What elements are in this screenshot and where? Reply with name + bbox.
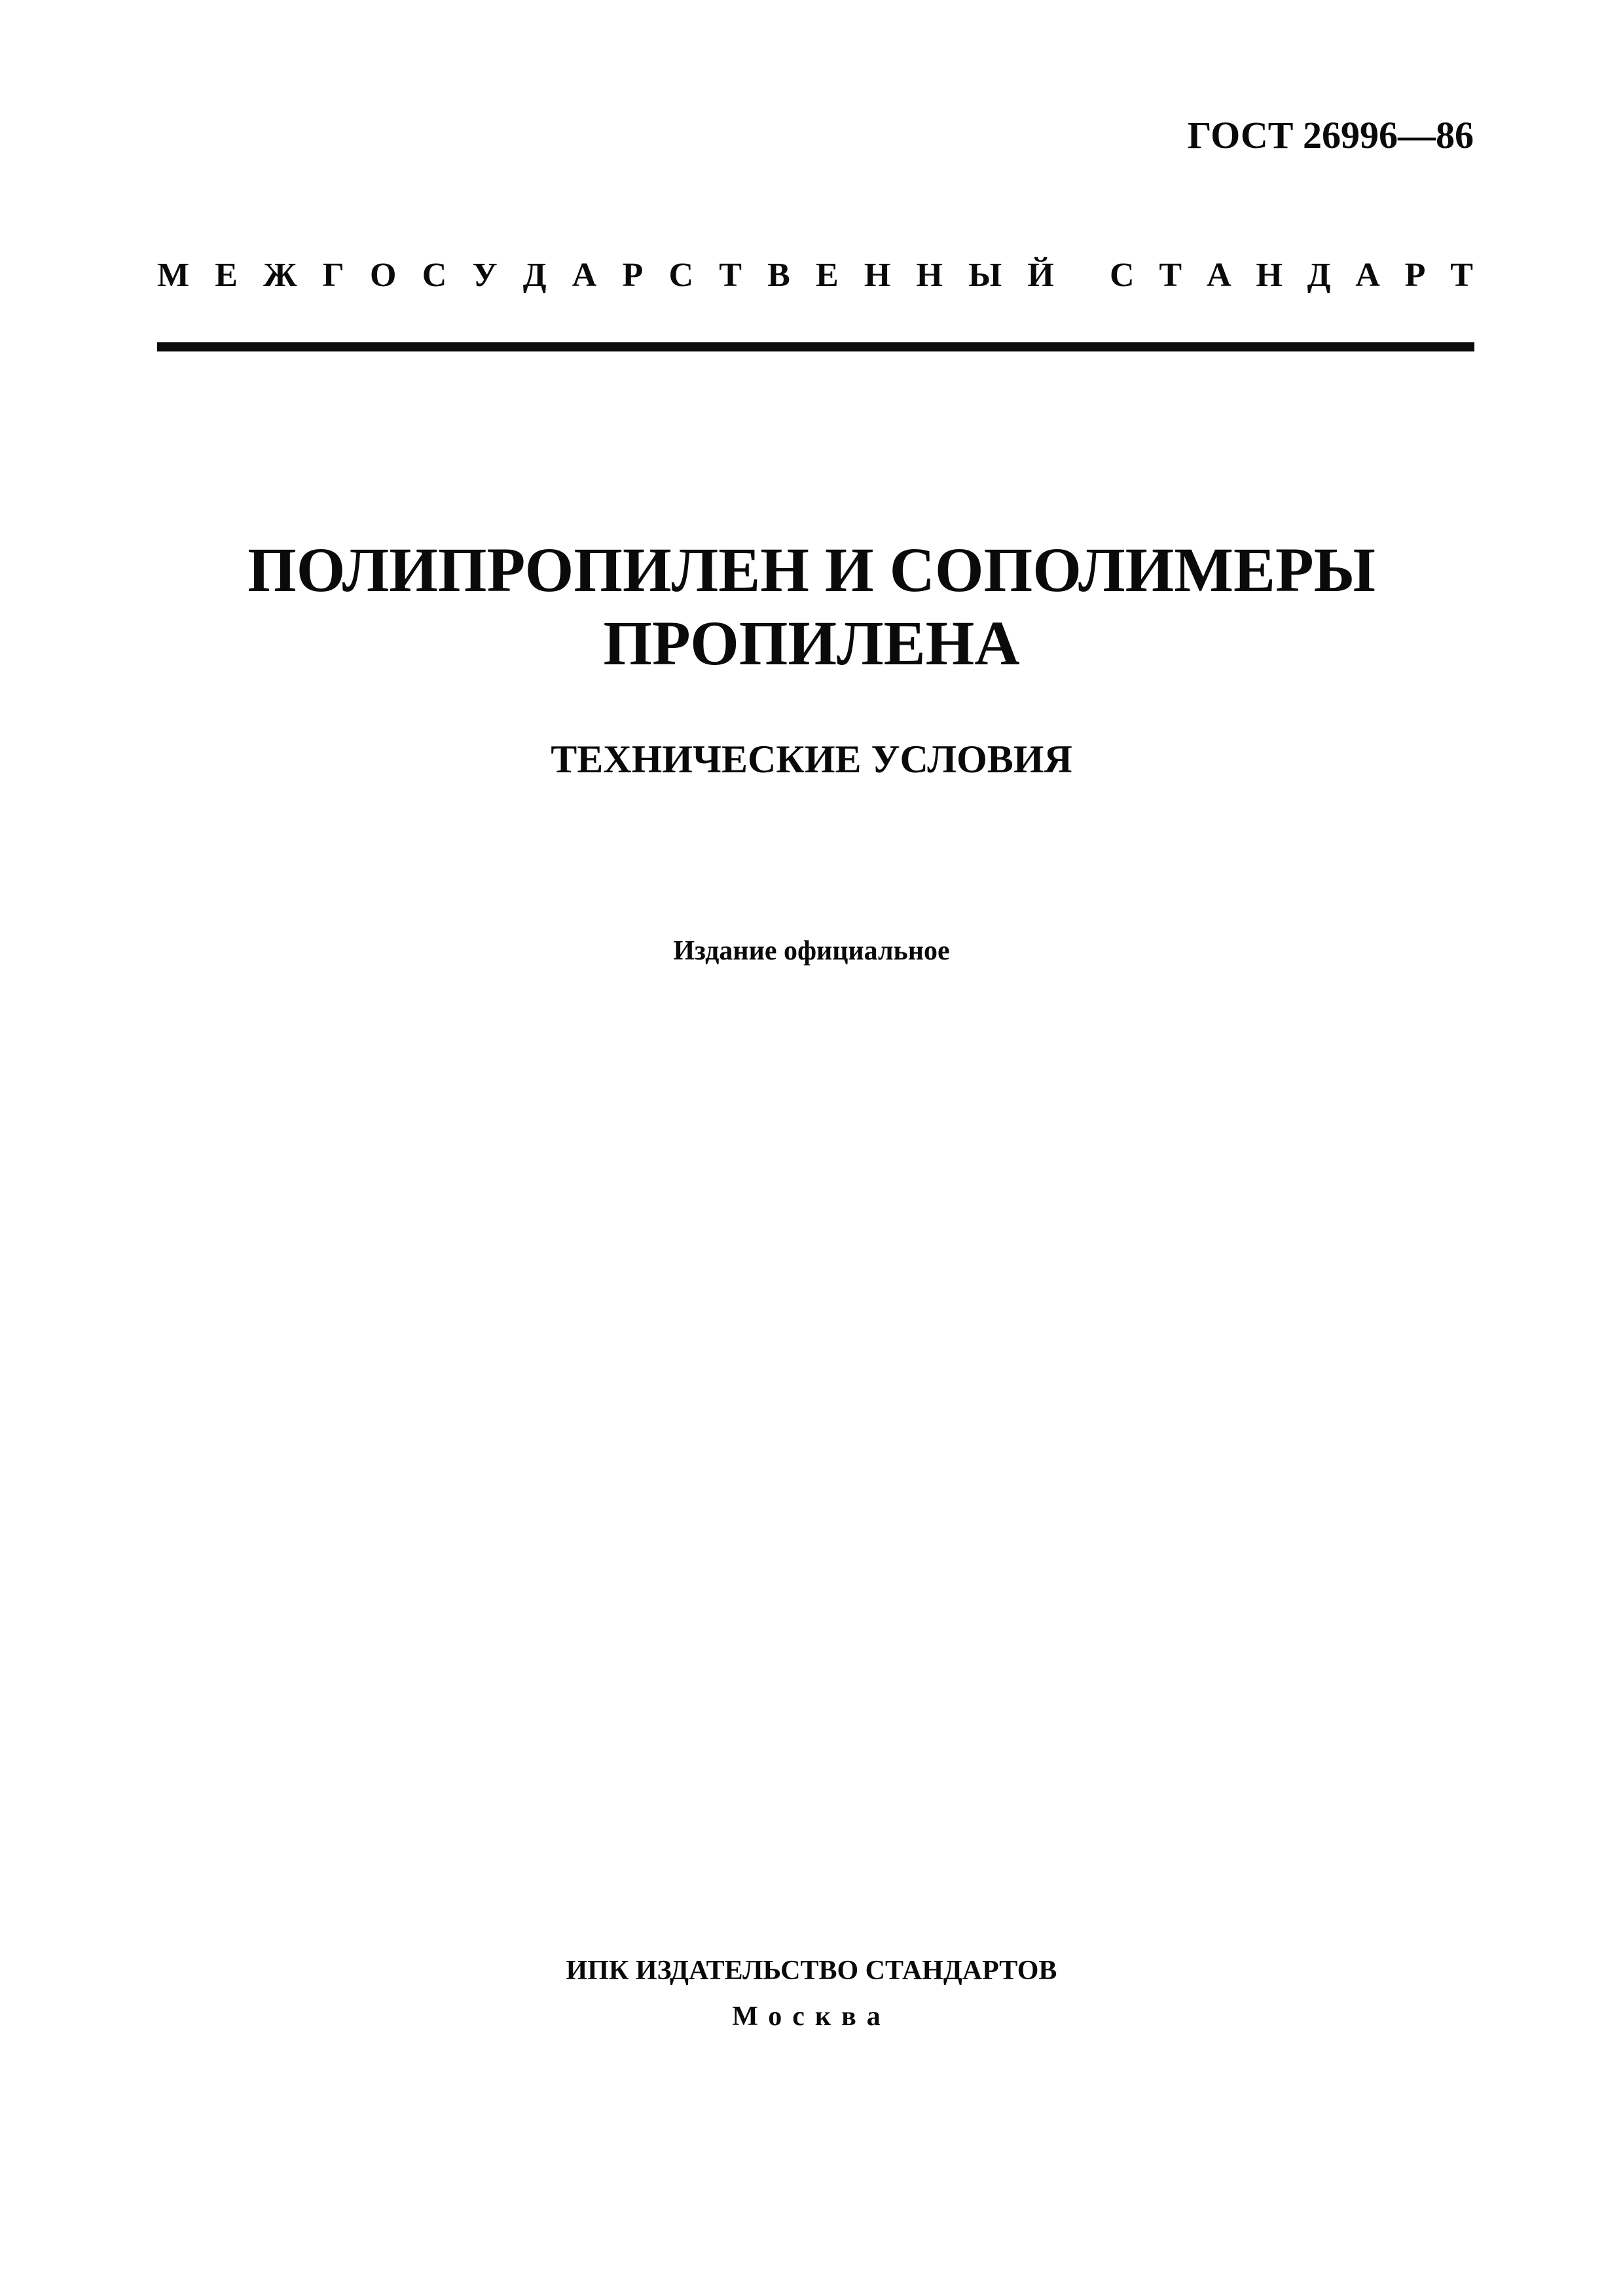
- banner-letter: С: [1110, 257, 1135, 294]
- banner-letter: У: [472, 257, 498, 294]
- banner-letter: О: [370, 257, 397, 294]
- header-rule: [157, 342, 1474, 351]
- banner-letter: А: [1355, 257, 1380, 294]
- document-number: ГОСТ 26996—86: [1187, 114, 1474, 156]
- banner-letter: Й: [1027, 257, 1054, 294]
- banner-letter: Н: [1256, 257, 1283, 294]
- banner-word-standard: [1110, 259, 1473, 293]
- banner-letter: Е: [815, 257, 839, 294]
- banner-letter: Н: [864, 257, 891, 294]
- banner-letter: Д: [522, 257, 547, 294]
- banner-letter: А: [1206, 257, 1231, 294]
- banner-word-interstate: [157, 259, 1054, 293]
- banner-letter: В: [767, 257, 790, 294]
- standard-banner: [157, 259, 1473, 293]
- banner-letter: Р: [1404, 257, 1426, 294]
- document-title: [0, 533, 1623, 680]
- edition-note: Издание официальное: [673, 936, 950, 966]
- banner-letter: А: [572, 257, 597, 294]
- banner-letter: Д: [1307, 257, 1331, 294]
- banner-letter: М: [157, 257, 190, 294]
- banner-letter: Т: [1159, 257, 1182, 294]
- title-line-2: ПРОПИЛЕНА: [603, 608, 1020, 678]
- banner-letter: Е: [215, 257, 238, 294]
- banner-letter: Р: [622, 257, 644, 294]
- title-line-1: ПОЛИПРОПИЛЕН И СОПОЛИМЕРЫ: [247, 535, 1376, 605]
- banner-letter: Ы: [968, 257, 1002, 294]
- document-subtitle: ТЕХНИЧЕСКИЕ УСЛОВИЯ: [551, 738, 1072, 781]
- banner-letter: С: [668, 257, 694, 294]
- banner-letter: Ж: [263, 257, 297, 294]
- publisher-name: ИПК ИЗДАТЕЛЬСТВО СТАНДАРТОВ: [566, 1956, 1057, 1986]
- banner-letter: С: [422, 257, 447, 294]
- banner-letter: Т: [719, 257, 742, 294]
- publisher-city: Москва: [732, 2001, 891, 2032]
- banner-letter: Т: [1450, 257, 1473, 294]
- banner-letter: Н: [916, 257, 943, 294]
- banner-letter: Г: [322, 257, 344, 294]
